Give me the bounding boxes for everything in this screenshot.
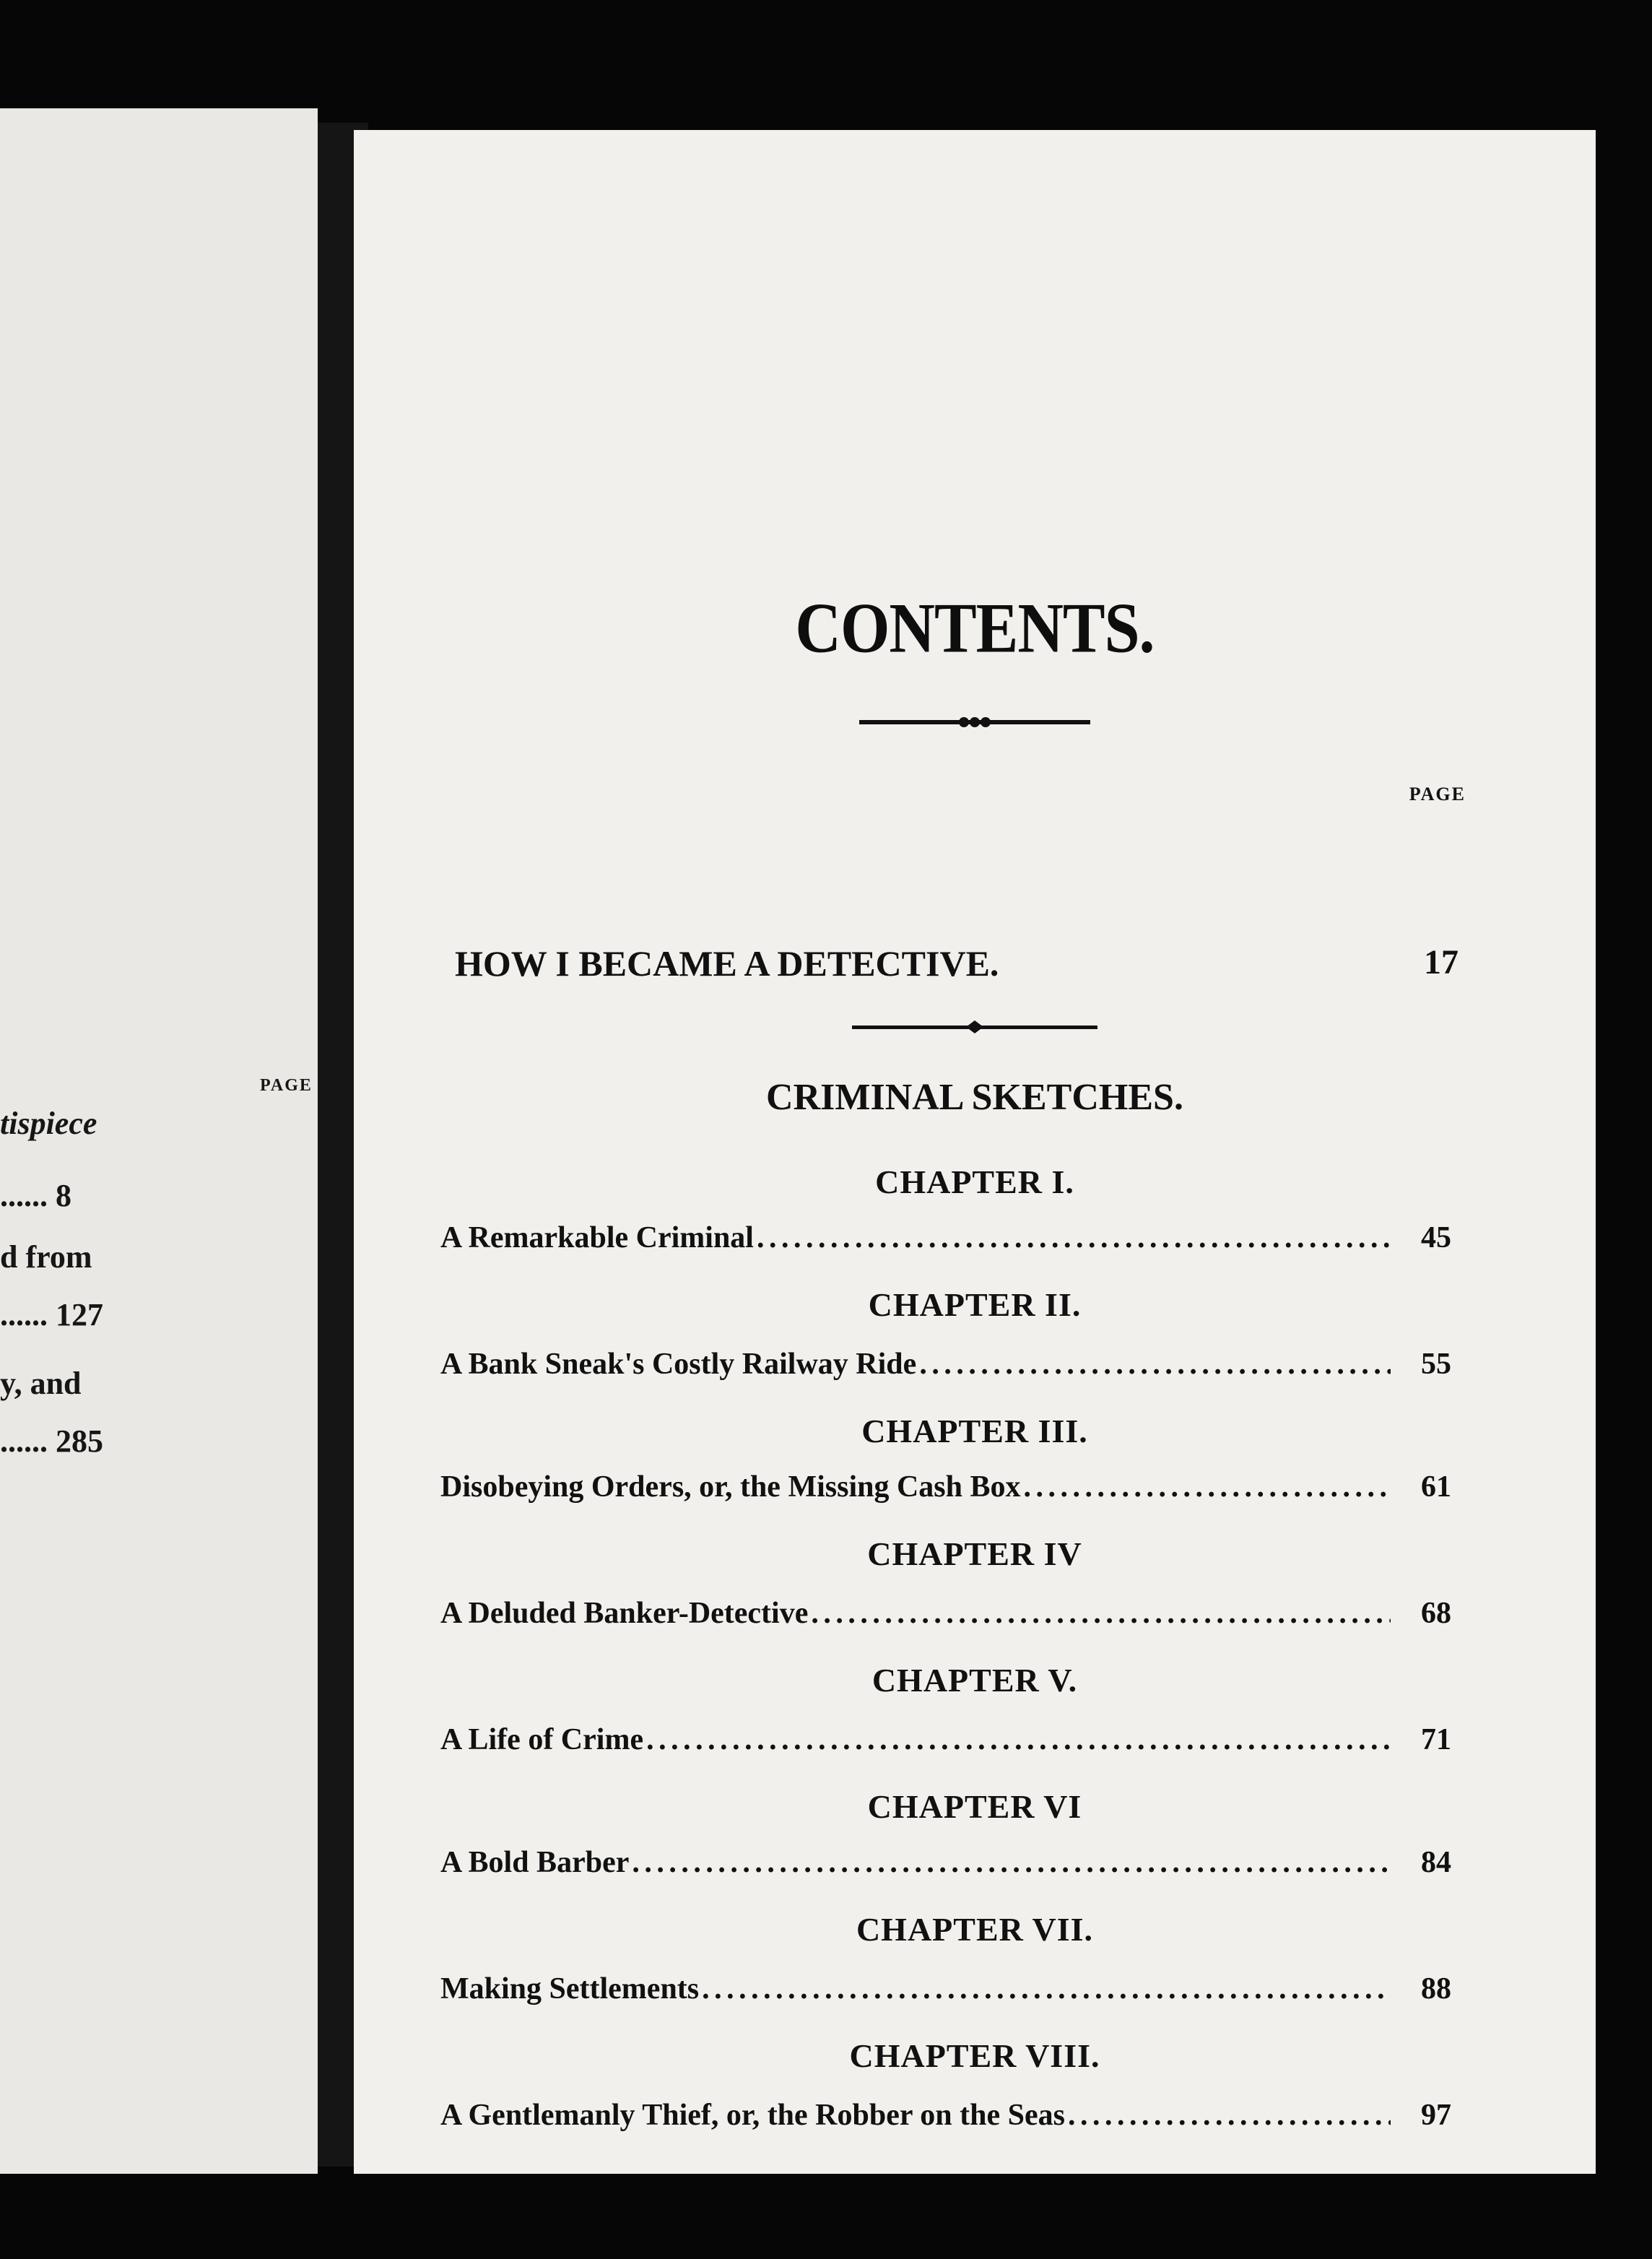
page-column-heading: PAGE (1409, 784, 1466, 805)
chapter-entry (440, 1470, 1451, 1504)
chapter-entry (440, 1596, 1451, 1631)
chapter-title: A Deluded Banker-Detective (440, 1597, 809, 1630)
chapter-page-number: 61 (1421, 1470, 1451, 1504)
chapter-title: A Gentlemanly Thief, or, the Robber on the Seas (440, 2099, 1065, 2132)
chapter-heading: CHAPTER IV (867, 1535, 1082, 1572)
dot-leader (632, 1845, 1391, 1880)
facing-page-fragment: ...... 8 (0, 1178, 71, 1213)
facing-page-fragment: d from (0, 1239, 92, 1275)
dot-leader (1024, 1470, 1391, 1504)
dot-leader (919, 1347, 1391, 1382)
chapter-entry (440, 1722, 1451, 1757)
intro-entry (455, 942, 1458, 984)
section-ornament (354, 1018, 1596, 1039)
chapter-page-number: 88 (1421, 1972, 1451, 2006)
dot-leader (1068, 2098, 1391, 2133)
page-title: CONTENTS. (795, 589, 1155, 668)
facing-page-fragment: ...... 127 (0, 1297, 103, 1332)
chapter-page-number: 68 (1421, 1597, 1451, 1630)
dot-leader (646, 1722, 1391, 1757)
intro-title: HOW I BECAME A DETECTIVE. (455, 943, 999, 984)
chapter-title: A Bank Sneak's Costly Railway Ride (440, 1348, 917, 1381)
chapter-page-number: 84 (1421, 1846, 1451, 1879)
chapter-heading: CHAPTER VIII. (849, 2037, 1100, 2074)
chapter-heading: CHAPTER V. (871, 1662, 1078, 1699)
contents-page (354, 130, 1596, 2174)
chapter-page-number: 71 (1421, 1723, 1451, 1756)
chapter-entry (440, 1972, 1451, 2006)
facing-page-fragment: tispiece (0, 1106, 97, 1141)
chapter-heading: CHAPTER VI (867, 1788, 1082, 1825)
chapter-entry (440, 1220, 1451, 1255)
chapter-page-number: 97 (1421, 2099, 1451, 2132)
section-title: CRIMINAL SKETCHES. (766, 1077, 1183, 1118)
dot-leader (757, 1220, 1391, 1255)
chapter-heading: CHAPTER III. (861, 1413, 1088, 1449)
ornament-rule-icon (859, 711, 1090, 733)
dot-leader (811, 1596, 1391, 1631)
dot-leader (702, 1972, 1391, 2006)
facing-page (0, 108, 318, 2174)
facing-page-heading: PAGE (260, 1076, 313, 1095)
chapter-page-number: 55 (1421, 1348, 1451, 1381)
chapter-title: Making Settlements (440, 1972, 700, 2006)
chapter-title: Disobeying Orders, or, the Missing Cash Box (440, 1470, 1021, 1504)
chapter-title: A Life of Crime (440, 1723, 644, 1756)
chapter-title: A Remarkable Criminal (440, 1221, 754, 1254)
intro-page-number: 17 (1424, 943, 1458, 981)
chapter-entry (440, 1845, 1451, 1880)
chapter-heading: CHAPTER II. (868, 1286, 1082, 1323)
diamond-rule-icon (852, 1018, 1097, 1036)
chapter-entry (440, 2098, 1451, 2133)
chapter-entry (440, 1347, 1451, 1382)
title-ornament (354, 711, 1596, 737)
chapter-title: A Bold Barber (440, 1846, 630, 1879)
chapter-heading: CHAPTER VII. (856, 1911, 1094, 1948)
facing-page-fragment: y, and (0, 1366, 82, 1401)
chapter-heading: CHAPTER I. (875, 1163, 1074, 1200)
chapter-page-number: 45 (1421, 1221, 1451, 1254)
facing-page-fragment: ...... 285 (0, 1423, 103, 1459)
